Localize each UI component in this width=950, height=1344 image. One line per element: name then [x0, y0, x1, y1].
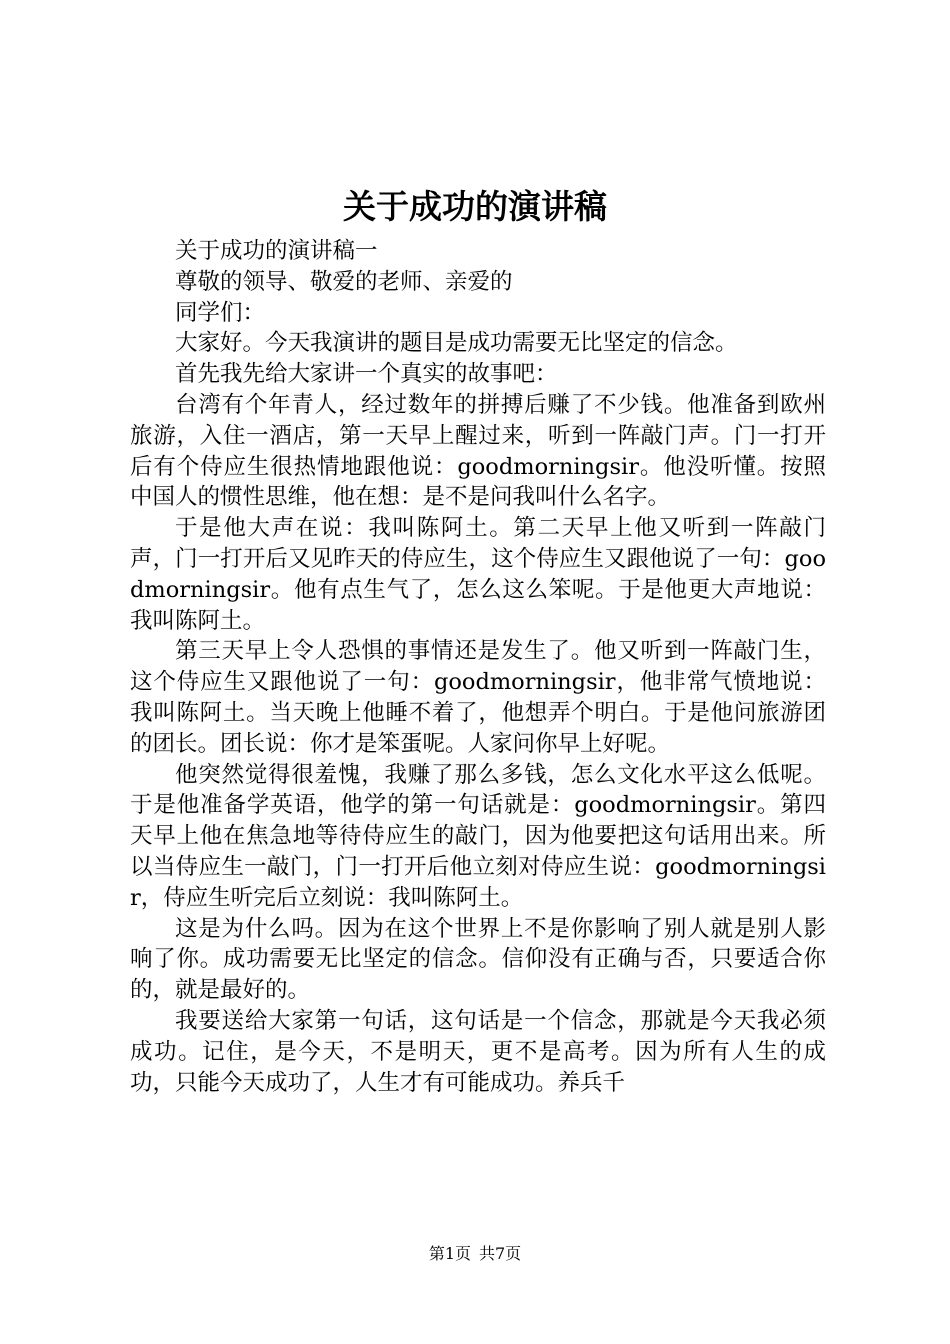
- page-total: 共7页: [479, 1244, 522, 1263]
- paragraph: 首先我先给大家讲一个真实的故事吧：: [175, 361, 558, 388]
- paragraph: 关于成功的演讲稿一: [175, 238, 378, 264]
- paragraph: 这是为什么吗。因为在这个世界上不是你影响了别人就是别人影响了你。成功需要无比坚定的信念。信仰没有正确与否，只要适合你的，就是最好的。: [130, 915, 826, 1004]
- page-footer: [0, 1242, 950, 1266]
- paragraph: 大家好。今天我演讲的题目是成功需要无比坚定的信念。: [175, 330, 738, 357]
- paragraph: 第三天早上令人恐惧的事情还是发生了。他又听到一阵敲门生，这个侍应生又跟他说了一句：goodmorningsir，他非常气愤地说：我叫陈阿土。当天晚上他睡不着了，他想弄个明白。于是他问旅游团的团长。团长说：你才是笨蛋呢。人家问你早上好呢。: [130, 638, 826, 757]
- paragraph: 尊敬的领导、敬爱的老师、亲爱的: [175, 268, 513, 295]
- paragraph: 我要送给大家第一句话，这句话是一个信念，那就是今天我必须成功。记住，是今天，不是明天，更不是高考。因为所有人生的成功，只能今天成功了，人生才有可能成功。养兵千: [130, 1007, 826, 1096]
- paragraph: 台湾有个年青人，经过数年的拼搏后赚了不少钱。他准备到欧州旅游，入住一酒店，第一天早上醒过来，听到一阵敲门声。门一打开后有个侍应生很热情地跟他说：goodmorningsir。他没听懂。按照中国人的惯性思维，他在想：是不是问我叫什么名字。: [130, 391, 826, 511]
- paragraph: 他突然觉得很羞愧，我赚了那么多钱，怎么文化水平这么低呢。于是他准备学英语，他学的第一句话就是：goodmorningsir。第四天早上他在焦急地等待侍应生的敲门，因为他要把这句话用出来。所以当侍应生一敲门，门一打开后他立刻对侍应生说：goodmorningsir，侍应生听完后立刻说：我叫陈阿土。: [130, 761, 826, 911]
- document-body: [130, 236, 826, 1098]
- paragraph: 于是他大声在说：我叫陈阿土。第二天早上他又听到一阵敲门声，门一打开后又见昨天的侍应生，这个侍应生又跟他说了一句：goodmorningsir。他有点生气了，怎么这么笨呢。于是他更大声地说：我叫陈阿土。: [130, 515, 826, 634]
- page-number: 第1页: [428, 1244, 471, 1263]
- page-title: 关于成功的演讲稿: [343, 187, 607, 226]
- paragraph: 同学们：: [175, 299, 266, 326]
